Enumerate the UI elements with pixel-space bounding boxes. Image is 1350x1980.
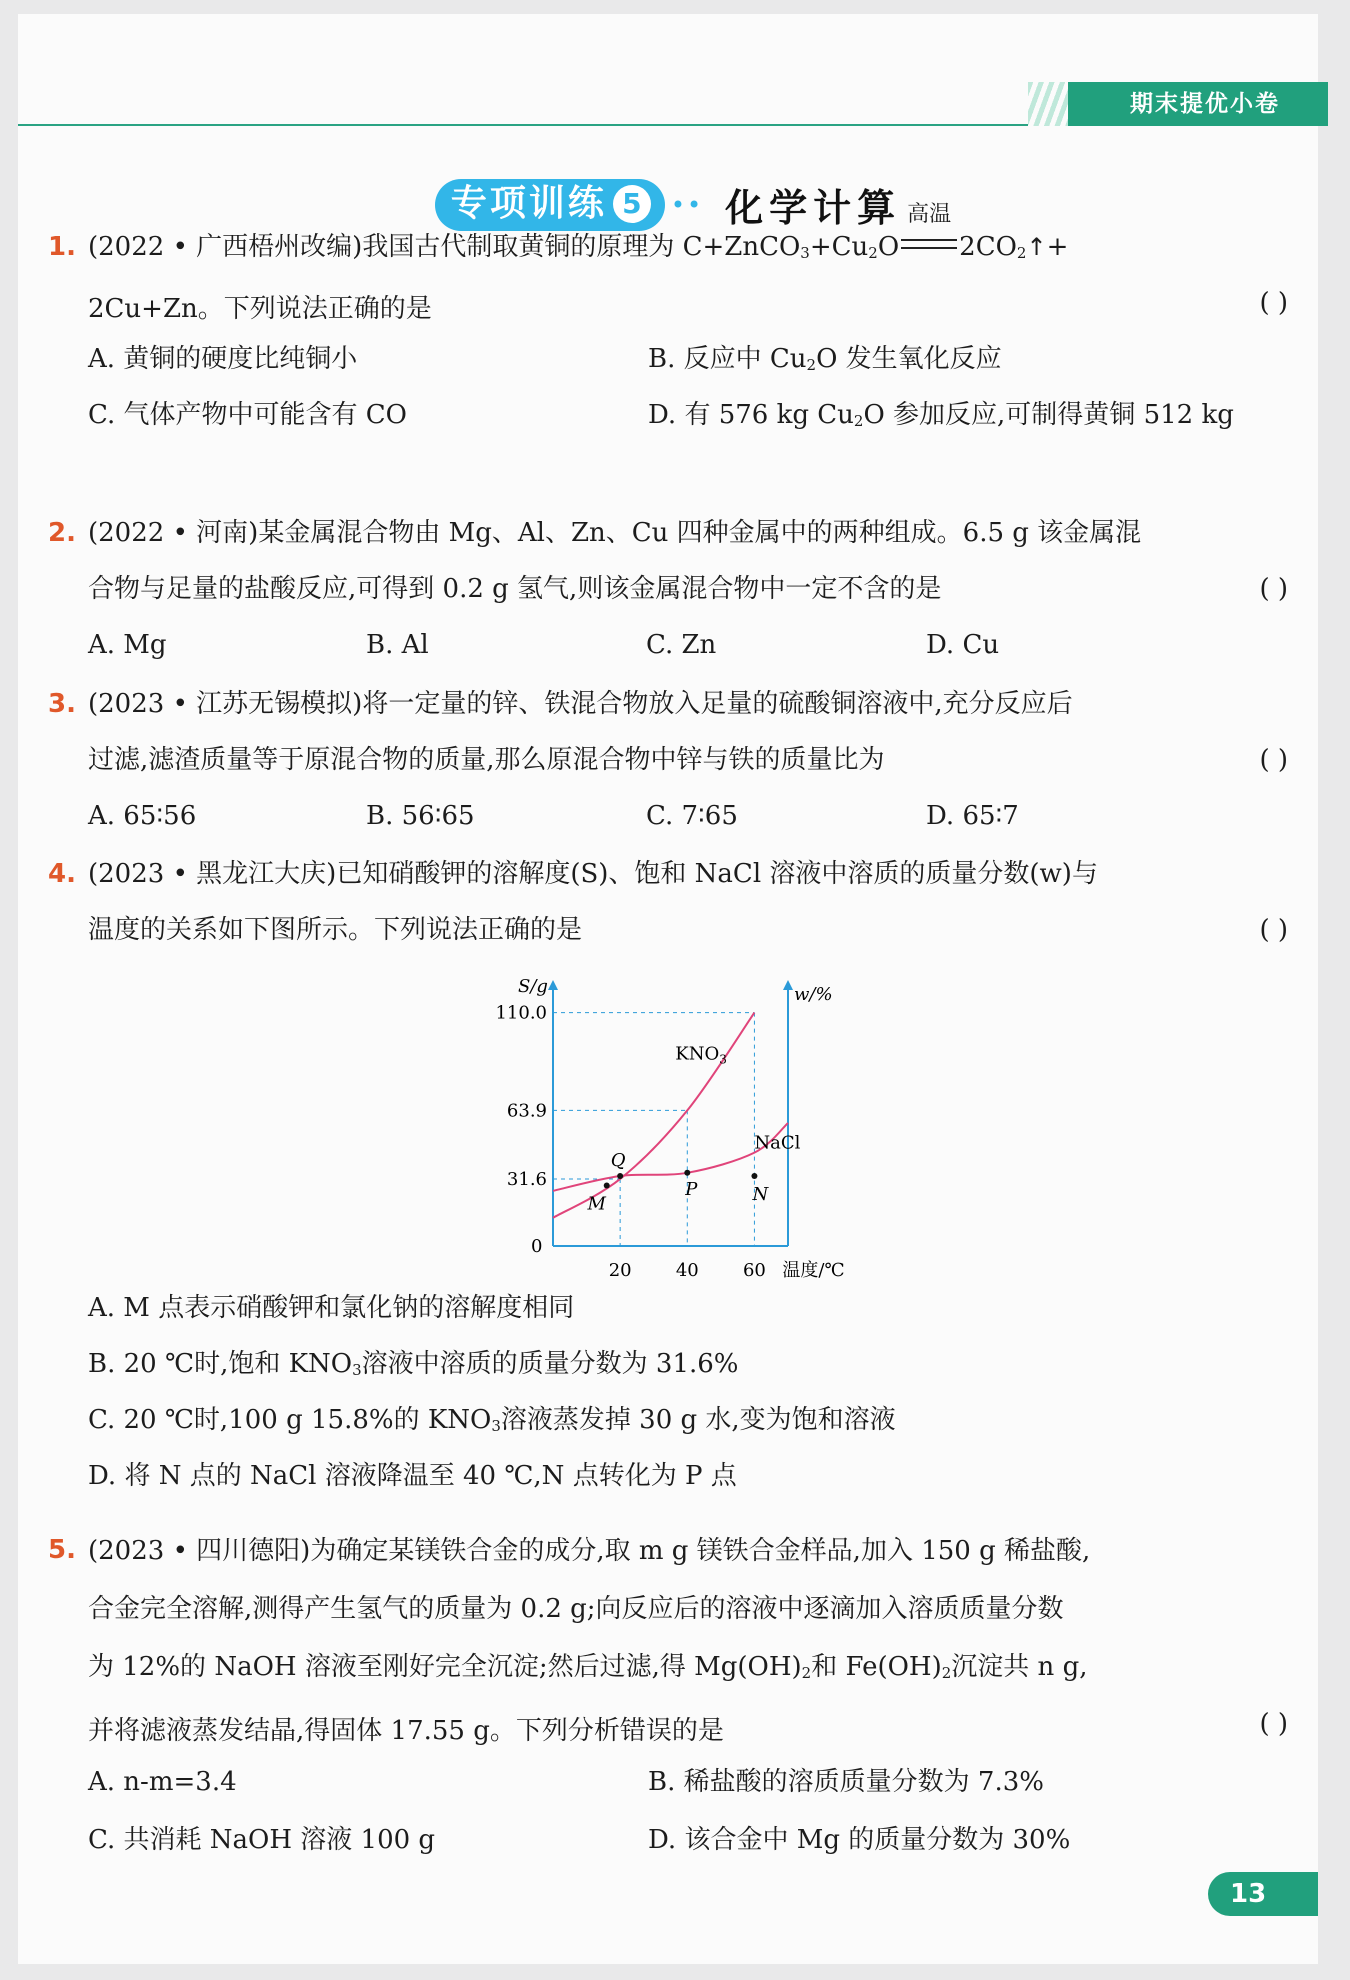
question-stem bbox=[88, 846, 1288, 958]
point-n bbox=[751, 1173, 757, 1179]
gas-arrow-icon: ↑ bbox=[1026, 233, 1047, 261]
series-label-nacl: NaCl bbox=[754, 1132, 801, 1154]
option-text: 溶液蒸发掉 30 g 水,变为饱和溶液 bbox=[500, 1405, 896, 1435]
point-label-p: P bbox=[685, 1178, 698, 1200]
option-text: B. 反应中 Cu bbox=[648, 344, 807, 374]
option-text: D. 有 576 kg Cu bbox=[648, 400, 854, 430]
header-rule bbox=[18, 124, 1048, 126]
title-main: 化学计算 bbox=[725, 185, 902, 230]
option-b[interactable] bbox=[648, 1754, 1044, 1810]
series-line-nacl bbox=[553, 1123, 788, 1191]
y-axis-arrow-icon bbox=[548, 980, 558, 990]
subscript: 2 bbox=[1016, 244, 1027, 262]
subscript: 2 bbox=[853, 412, 864, 430]
header-tag bbox=[1028, 82, 1328, 126]
stem-text: +Cu bbox=[809, 232, 869, 262]
option-a[interactable] bbox=[88, 1280, 574, 1336]
question-stem bbox=[88, 505, 1288, 617]
stem-text: 过滤,滤渣质量等于原混合物的质量,那么原混合物中锌与铁的质量比为 bbox=[88, 745, 885, 775]
stem-text: 2Cu+Zn。下列说法正确的是 bbox=[88, 294, 432, 324]
option-text: C. Zn bbox=[646, 630, 717, 660]
x-tick-label: 40 bbox=[675, 1260, 699, 1281]
y-tick-label: 110.0 bbox=[495, 1002, 547, 1024]
option-text: A. Mg bbox=[88, 630, 167, 660]
stem-text: (2022 • 河南)某金属混合物由 Mg、Al、Zn、Cu 四种金属中的两种组成。6.5 g 该金属混 bbox=[88, 518, 1142, 548]
point-q bbox=[617, 1173, 623, 1179]
option-text: O 发生氧化反应 bbox=[816, 344, 1002, 374]
option-text: D. Cu bbox=[926, 630, 1000, 660]
question-stem bbox=[88, 1522, 1288, 1760]
stem-text: 为 12%的 NaOH 溶液至刚好完全沉淀;然后过滤,得 Mg(OH) bbox=[88, 1652, 802, 1682]
stem-text: (2023 • 四川德阳)为确定某镁铁合金的成分,取 m g 镁铁合金样品,加入 150 g 稀盐酸, bbox=[88, 1536, 1091, 1566]
question-5 bbox=[48, 1522, 1288, 1855]
stem-text: 并将滤液蒸发结晶,得固体 17.55 g。下列分析错误的是 bbox=[88, 1716, 724, 1746]
y-axis-right-label: w/% bbox=[794, 984, 833, 1005]
option-text: C. 20 ℃时,100 g 15.8%的 KNO bbox=[88, 1405, 492, 1435]
page bbox=[18, 14, 1318, 1964]
option-b[interactable] bbox=[648, 331, 1002, 393]
question-3 bbox=[48, 676, 1288, 831]
option-text: A. n-m=3.4 bbox=[88, 1767, 237, 1797]
title-dots: •• bbox=[670, 190, 704, 219]
subscript: 2 bbox=[801, 1664, 812, 1682]
option-b[interactable] bbox=[366, 617, 429, 673]
point-m bbox=[604, 1183, 610, 1189]
stem-text: + bbox=[1046, 232, 1069, 262]
x-tick-label: 60 bbox=[742, 1260, 766, 1281]
series-label-kno3: $KNO_3$ bbox=[675, 1043, 727, 1067]
option-d[interactable] bbox=[648, 387, 1234, 449]
option-b[interactable] bbox=[88, 1336, 739, 1398]
subscript: 3 bbox=[491, 1417, 501, 1435]
tag-stripes bbox=[1028, 82, 1068, 126]
question-number: 3. bbox=[48, 689, 76, 719]
option-c[interactable] bbox=[88, 1812, 435, 1868]
y-axis-right-arrow-icon bbox=[783, 980, 793, 990]
point-label-q: Q bbox=[610, 1149, 626, 1171]
answer-blank[interactable]: ( ) bbox=[1259, 1709, 1288, 1739]
question-number: 1. bbox=[48, 232, 76, 262]
subscript: 2 bbox=[868, 244, 878, 262]
option-text: A. M 点表示硝酸钾和氯化钠的溶解度相同 bbox=[88, 1293, 575, 1323]
series-label-subscript: 3 bbox=[719, 1052, 727, 1067]
stem-text: 和 Fe(OH) bbox=[811, 1652, 942, 1682]
option-text: D. 该合金中 Mg 的质量分数为 30% bbox=[648, 1825, 1071, 1855]
point-p bbox=[684, 1170, 690, 1176]
answer-blank[interactable]: ( ) bbox=[1259, 745, 1288, 775]
option-d[interactable] bbox=[648, 1812, 1070, 1868]
answer-blank[interactable]: ( ) bbox=[1259, 915, 1288, 945]
stem-text: 合物与足量的盐酸反应,可得到 0.2 g 氢气,则该金属混合物中一定不含的是 bbox=[88, 574, 942, 604]
point-label-n: N bbox=[752, 1183, 769, 1205]
series-line-kno3 bbox=[553, 1013, 754, 1218]
y-tick-label: 31.6 bbox=[506, 1168, 547, 1190]
point-label-m: M bbox=[587, 1193, 606, 1215]
option-text: C. 共消耗 NaOH 溶液 100 g bbox=[88, 1825, 436, 1855]
option-a[interactable] bbox=[88, 1754, 237, 1810]
question-stem bbox=[88, 676, 1288, 788]
option-b[interactable] bbox=[366, 788, 475, 844]
stem-text: (2023 • 黑龙江大庆)已知硝酸钾的溶解度(S)、饱和 NaCl 溶液中溶质的质量分数(w)与 bbox=[88, 859, 1098, 889]
question-2 bbox=[48, 505, 1288, 660]
option-text: D. 将 N 点的 NaCl 溶液降温至 40 ℃,N 点转化为 P 点 bbox=[88, 1461, 737, 1491]
header-tag-label: 期末提优小卷 bbox=[1130, 91, 1280, 117]
option-text: A. 黄铜的硬度比纯铜小 bbox=[88, 344, 358, 374]
x-axis-label: 温度/℃ bbox=[782, 1260, 845, 1281]
y-tick-label: 63.9 bbox=[506, 1100, 547, 1122]
option-a[interactable] bbox=[88, 788, 196, 844]
option-text: D. 65∶7 bbox=[926, 801, 1019, 831]
subscript: 3 bbox=[800, 244, 810, 262]
stem-text: O bbox=[877, 232, 900, 262]
option-text: B. 56∶65 bbox=[366, 801, 475, 831]
option-text: O 参加反应,可制得黄铜 512 kg bbox=[863, 400, 1234, 430]
title-badge-label: 专项训练 bbox=[450, 182, 607, 224]
answer-blank[interactable]: ( ) bbox=[1259, 574, 1288, 604]
option-text: A. 65∶56 bbox=[88, 801, 197, 831]
question-source: (2022 • 广西梧州改编) bbox=[88, 232, 363, 262]
option-c[interactable] bbox=[88, 387, 407, 443]
option-c[interactable] bbox=[646, 617, 716, 673]
subscript: 2 bbox=[806, 356, 817, 374]
option-text: B. 稀盐酸的溶质质量分数为 7.3% bbox=[648, 1767, 1044, 1797]
question-number: 5. bbox=[48, 1535, 76, 1565]
condition-label: 高温 bbox=[907, 202, 952, 227]
option-d[interactable] bbox=[88, 1448, 737, 1504]
option-c[interactable] bbox=[646, 788, 738, 844]
question-number: 4. bbox=[48, 859, 76, 889]
stem-text: 合金完全溶解,测得产生氢气的质量为 0.2 g;向反应后的溶液中逐滴加入溶质质量分数 bbox=[88, 1594, 1064, 1624]
answer-blank[interactable]: ( ) bbox=[1259, 288, 1288, 318]
stem-text: 2CO bbox=[959, 232, 1017, 262]
subscript: 3 bbox=[352, 1361, 362, 1379]
y-axis-label: S/g bbox=[518, 976, 548, 997]
stem-text: 我国古代制取黄铜的原理为 C+ZnCO bbox=[362, 232, 801, 262]
option-d[interactable] bbox=[926, 788, 1019, 844]
question-number: 2. bbox=[48, 518, 76, 548]
subscript: 2 bbox=[941, 1664, 952, 1682]
option-text: 溶液中溶质的质量分数为 31.6% bbox=[361, 1349, 739, 1379]
option-text: C. 7∶65 bbox=[646, 801, 738, 831]
solubility-chart bbox=[458, 974, 898, 1294]
reaction-condition bbox=[899, 202, 959, 275]
title-badge-number: 5 bbox=[613, 185, 651, 223]
stem-text: (2023 • 江苏无锡模拟)将一定量的锌、铁混合物放入足量的硫酸铜溶液中,充分反应后 bbox=[88, 689, 1073, 719]
stem-text: 沉淀共 n g, bbox=[951, 1652, 1088, 1682]
origin-label: 0 bbox=[531, 1236, 543, 1257]
page-number: 13 bbox=[1208, 1872, 1318, 1916]
option-text: B. 20 ℃时,饱和 KNO bbox=[88, 1349, 353, 1379]
x-tick-label: 20 bbox=[608, 1260, 632, 1281]
question-4 bbox=[48, 846, 1288, 958]
option-a[interactable] bbox=[88, 331, 357, 387]
option-text: C. 气体产物中可能含有 CO bbox=[88, 400, 407, 430]
option-text: B. Al bbox=[366, 630, 429, 660]
option-c[interactable] bbox=[88, 1392, 896, 1454]
option-a[interactable] bbox=[88, 617, 167, 673]
option-d[interactable] bbox=[926, 617, 999, 673]
stem-text: 温度的关系如下图所示。下列说法正确的是 bbox=[88, 915, 583, 945]
